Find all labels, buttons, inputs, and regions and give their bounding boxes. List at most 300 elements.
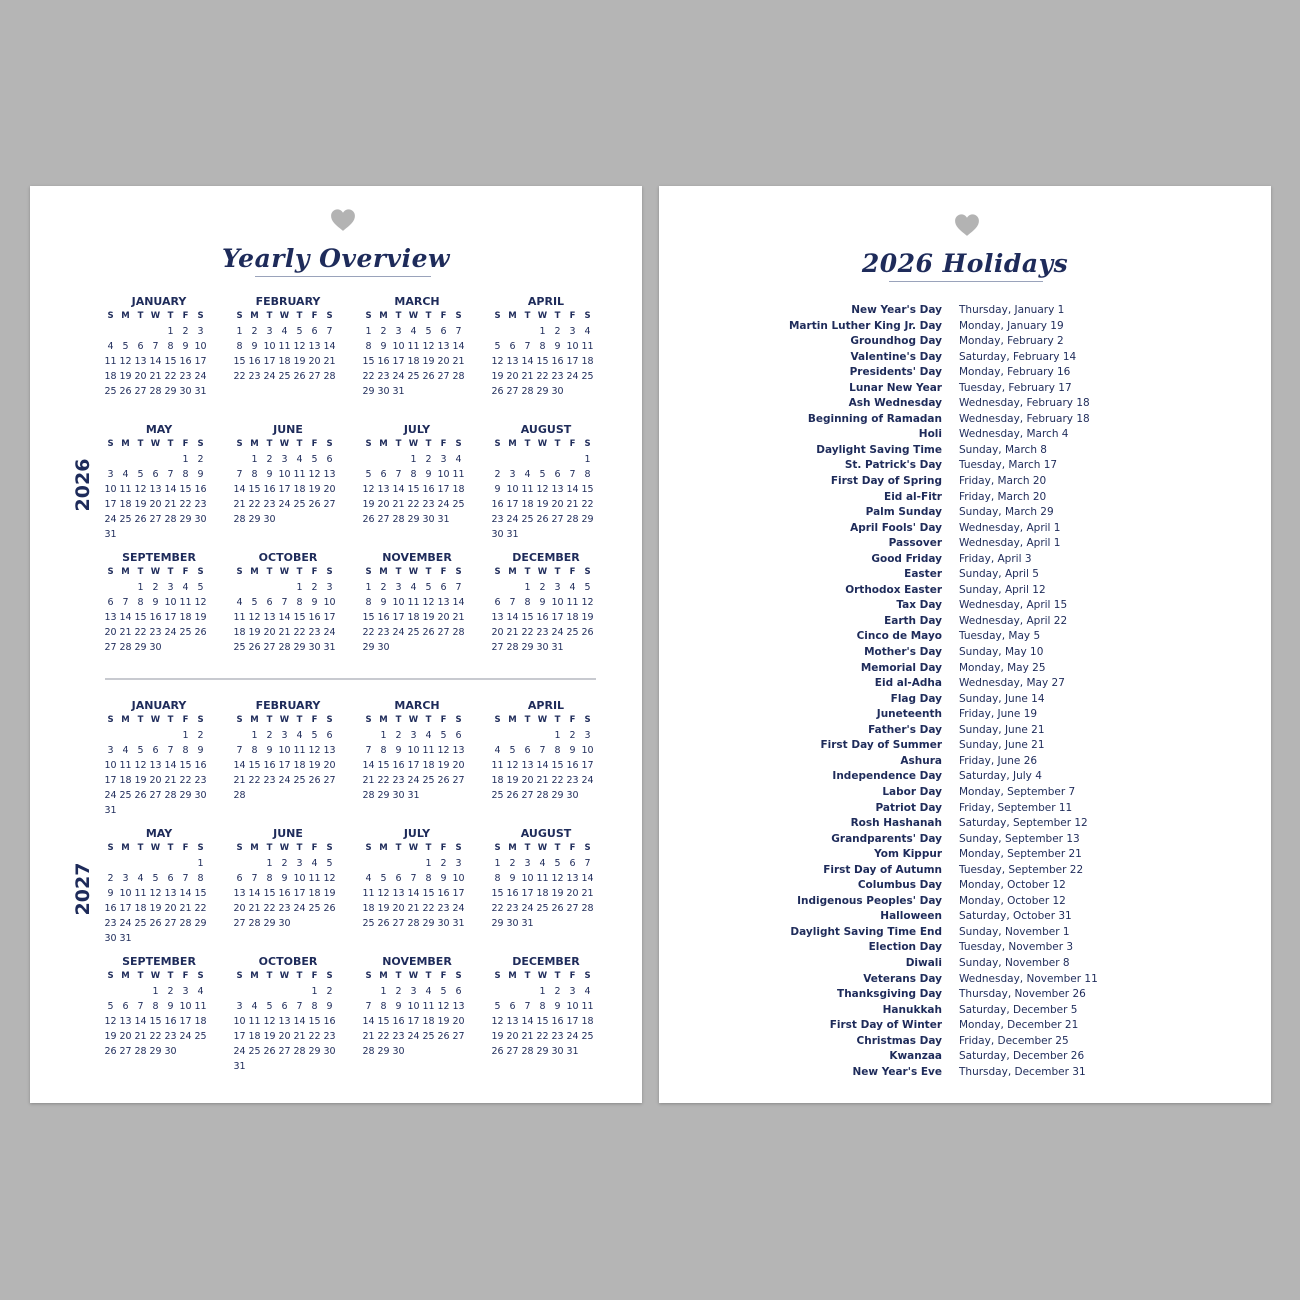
day-cell: 25 [536,903,549,914]
day-cell: 8 [266,873,273,884]
day-cell: 13 [119,1016,132,1027]
week-row [361,871,473,886]
day-cell: 13 [566,873,579,884]
day-cell [148,803,163,818]
day-cell: 12 [437,1001,450,1012]
day-cell: 12 [194,597,207,608]
day-cell: 15 [149,1016,162,1027]
day-cell: 19 [536,499,549,510]
holiday-name: Easter [904,568,942,581]
day-cell: 4 [281,326,288,337]
holiday-name: First Day of Winter [829,1019,942,1032]
weekday-label: S [236,715,243,725]
day-cell: 18 [293,760,306,771]
day-cell: 16 [506,888,519,899]
day-cell: 19 [437,1016,450,1027]
day-cell: 13 [392,888,405,899]
weekday-label: M [250,567,259,577]
day-cell: 9 [167,1001,174,1012]
week-row [490,758,602,773]
day-cell [262,1059,277,1074]
week-row [103,497,215,512]
day-cell: 23 [392,775,405,786]
day-cell: 22 [491,903,504,914]
day-cell: 7 [137,1001,144,1012]
day-cell: 13 [149,484,162,495]
day-cell: 27 [551,514,564,525]
day-cell: 9 [395,1001,402,1012]
day-cell: 6 [266,597,273,608]
day-cell [451,1044,466,1059]
day-cell: 21 [119,627,132,638]
day-cell: 18 [293,484,306,495]
day-cell: 17 [392,612,405,623]
day-cell: 12 [536,484,549,495]
day-cell: 27 [164,918,177,929]
day-cell: 17 [233,1031,246,1042]
weekday-label: T [554,567,561,577]
day-cell: 12 [104,1016,117,1027]
day-cell: 14 [233,760,246,771]
day-cell: 2 [425,454,432,465]
holiday-date: Sunday, April 5 [959,568,1039,581]
day-cell: 14 [248,888,261,899]
day-cell: 7 [365,745,372,756]
day-cell: 7 [281,597,288,608]
weekday-label: W [537,311,548,321]
day-cell: 7 [236,469,243,480]
day-cell: 3 [281,730,288,741]
day-cell: 2 [539,582,546,593]
week-row [490,1044,602,1059]
day-cell: 18 [362,903,375,914]
day-cell [451,512,466,527]
day-cell: 28 [149,386,162,397]
holiday-row [659,801,1271,817]
day-cell: 19 [491,1031,504,1042]
day-cell: 20 [377,499,390,510]
day-cell: 20 [566,888,579,899]
month-name: JUNE [273,423,303,436]
weekday-label: T [266,311,273,321]
day-cell: 4 [182,582,189,593]
day-cell: 5 [380,873,387,884]
day-cell: 3 [440,454,447,465]
holiday-row [659,521,1271,537]
day-cell [490,580,505,595]
weekday-header [490,841,602,856]
day-cell: 20 [437,356,450,367]
day-cell: 16 [263,484,276,495]
weekday-label: T [524,311,531,321]
day-cell: 23 [536,627,549,638]
day-cell: 24 [104,514,117,525]
day-cell: 14 [233,484,246,495]
day-cell: 13 [323,745,336,756]
day-cell: 24 [452,903,465,914]
day-cell: 23 [263,499,276,510]
day-cell: 6 [554,469,561,480]
week-row [103,931,215,946]
week-row [361,856,473,871]
holiday-date: Tuesday, September 22 [959,863,1084,876]
day-cell: 19 [134,499,147,510]
day-cell: 7 [167,745,174,756]
weekday-header [103,437,215,452]
day-cell: 19 [104,1031,117,1042]
day-cell: 21 [362,775,375,786]
weekday-label: S [584,311,591,321]
day-cell: 5 [266,1001,273,1012]
holiday-date: Sunday, June 21 [959,739,1045,752]
weekday-header [490,437,602,452]
day-cell [133,527,148,542]
weekday-label: S [107,311,114,321]
weekday-label: F [569,843,576,853]
day-cell: 1 [539,986,546,997]
week-row [103,1014,215,1029]
day-cell: 28 [362,790,375,801]
day-cell [178,803,193,818]
day-cell: 15 [308,1016,321,1027]
holiday-name: Holi [918,428,942,441]
day-cell: 30 [536,642,549,653]
month-name: AUGUST [520,423,572,436]
day-cell: 8 [584,469,591,480]
day-cell: 2 [167,986,174,997]
week-row [361,354,473,369]
month-december-2026 [490,550,602,655]
day-cell: 11 [104,356,117,367]
day-cell: 18 [248,1031,261,1042]
day-cell: 25 [104,386,117,397]
day-cell: 18 [119,499,132,510]
day-cell: 11 [491,760,504,771]
weekday-header [490,969,602,984]
holiday-date: Wednesday, May 27 [959,677,1065,690]
day-cell: 5 [107,1001,114,1012]
week-row [490,482,602,497]
day-cell: 30 [377,386,390,397]
day-cell: 28 [119,642,132,653]
month-name: JANUARY [131,699,187,712]
day-cell: 25 [119,514,132,525]
week-row [490,369,602,384]
day-cell: 9 [107,888,114,899]
day-cell: 7 [395,469,402,480]
holiday-date: Thursday, January 1 [959,304,1065,316]
weekday-label: M [379,843,388,853]
day-cell: 21 [248,903,261,914]
day-cell: 14 [452,341,465,352]
weekday-label: W [537,715,548,725]
day-cell: 13 [233,888,246,899]
weekday-label: S [236,843,243,853]
holiday-name: Yom Kippur [874,848,942,861]
day-cell: 23 [263,775,276,786]
week-row [232,758,344,773]
day-cell: 26 [437,1031,450,1042]
day-cell: 18 [407,356,420,367]
day-cell: 25 [521,514,534,525]
day-cell: 8 [539,1001,546,1012]
day-cell: 27 [263,642,276,653]
day-cell: 27 [506,1046,519,1057]
day-cell: 23 [194,499,207,510]
day-cell: 4 [122,745,129,756]
day-cell: 21 [521,1031,534,1042]
day-cell: 4 [311,858,318,869]
day-cell: 10 [437,469,450,480]
day-cell: 5 [251,597,258,608]
weekday-label: M [121,843,130,853]
day-cell: 21 [566,499,579,510]
weekday-header [361,565,473,580]
day-cell: 11 [422,1001,435,1012]
holiday-date: Saturday, December 5 [959,1003,1078,1016]
day-cell [322,512,337,527]
day-cell: 19 [263,1031,276,1042]
day-cell: 3 [266,326,273,337]
holiday-name: Patriot Day [875,801,942,814]
day-cell: 14 [521,1016,534,1027]
month-june-2027 [232,826,344,931]
week-row [103,743,215,758]
month-march-2026 [361,294,473,399]
day-cell: 11 [134,888,147,899]
day-cell: 19 [308,484,321,495]
day-cell: 26 [134,790,147,801]
day-cell: 5 [539,469,546,480]
day-cell: 16 [164,1016,177,1027]
weekday-label: T [167,311,174,321]
holiday-name: First Day of Spring [830,475,942,488]
day-cell: 15 [422,888,435,899]
day-cell: 12 [437,745,450,756]
day-cell: 15 [134,612,147,623]
holiday-row [659,427,1271,443]
day-cell: 9 [494,484,501,495]
day-cell: 21 [452,356,465,367]
day-cell: 5 [440,986,447,997]
month-april-2026 [490,294,602,399]
day-cell: 12 [134,484,147,495]
weekday-label: W [279,311,290,321]
day-cell [163,640,178,655]
day-cell: 19 [551,888,564,899]
day-cell: 10 [407,1001,420,1012]
weekday-label: F [311,311,318,321]
day-cell: 22 [362,627,375,638]
day-cell: 13 [452,745,465,756]
day-cell: 17 [194,356,207,367]
day-cell: 5 [494,341,501,352]
day-cell: 22 [362,371,375,382]
weekday-label: T [524,971,531,981]
day-cell: 1 [311,986,318,997]
day-cell: 24 [521,903,534,914]
week-row [490,743,602,758]
weekday-header [232,969,344,984]
day-cell: 11 [407,597,420,608]
day-cell: 10 [581,745,594,756]
day-cell [163,803,178,818]
day-cell: 13 [104,612,117,623]
weekday-label: T [395,715,402,725]
weekday-label: W [408,311,419,321]
weekday-label: T [425,715,432,725]
day-cell [118,527,133,542]
day-cell: 10 [194,341,207,352]
day-cell: 23 [194,775,207,786]
month-name: APRIL [527,699,565,712]
week-row [232,1029,344,1044]
day-cell: 15 [377,760,390,771]
day-cell [178,640,193,655]
day-cell [277,512,292,527]
day-cell [163,931,178,946]
day-cell: 10 [104,760,117,771]
day-cell: 18 [134,903,147,914]
day-cell: 21 [233,499,246,510]
day-cell: 22 [248,775,261,786]
day-cell [277,984,292,999]
day-cell [292,1059,307,1074]
weekday-label: S [107,971,114,981]
day-cell: 24 [278,775,291,786]
day-cell: 29 [179,514,192,525]
week-row [232,610,344,625]
weekday-label: T [167,439,174,449]
day-cell: 16 [263,760,276,771]
day-cell: 22 [308,1031,321,1042]
weekday-label: S [107,439,114,449]
title-underline [255,276,431,277]
day-cell: 4 [539,858,546,869]
day-cell: 13 [437,597,450,608]
weekday-header [103,713,215,728]
day-cell: 30 [164,1046,177,1057]
day-cell: 27 [566,903,579,914]
day-cell: 25 [134,918,147,929]
weekday-label: T [554,715,561,725]
day-cell: 30 [437,918,450,929]
day-cell: 31 [119,933,132,944]
day-cell: 2 [266,730,273,741]
day-cell: 7 [365,1001,372,1012]
holiday-name: Memorial Day [860,661,942,674]
day-cell: 7 [584,858,591,869]
day-cell: 6 [167,873,174,884]
day-cell [406,384,421,399]
weekday-label: T [266,971,273,981]
weekday-label: T [296,311,303,321]
week-row [103,758,215,773]
day-cell [421,1044,436,1059]
day-cell: 14 [566,484,579,495]
weekday-label: W [279,567,290,577]
day-cell [361,728,376,743]
holidays-page [659,186,1271,1103]
weekday-label: T [524,843,531,853]
day-cell: 30 [506,918,519,929]
week-row [490,1014,602,1029]
day-cell: 3 [296,858,303,869]
day-cell: 23 [248,371,261,382]
day-cell: 23 [323,1031,336,1042]
day-cell: 2 [440,858,447,869]
day-cell [421,640,436,655]
week-row [103,482,215,497]
day-cell: 2 [569,730,576,741]
day-cell: 11 [308,873,321,884]
month-name: MAY [145,423,173,436]
day-cell: 26 [134,514,147,525]
weekday-label: S [494,567,501,577]
day-cell: 24 [104,790,117,801]
day-cell: 25 [293,499,306,510]
holiday-date: Sunday, March 8 [959,443,1047,456]
day-cell: 7 [296,1001,303,1012]
day-cell: 21 [323,356,336,367]
day-cell: 11 [293,469,306,480]
day-cell: 21 [149,371,162,382]
holiday-name: Mother's Day [864,646,942,659]
day-cell: 1 [251,454,258,465]
day-cell [565,916,580,931]
weekday-label: F [440,567,447,577]
day-cell [391,856,406,871]
day-cell: 20 [491,627,504,638]
day-cell: 4 [524,469,531,480]
day-cell: 22 [422,903,435,914]
holiday-date: Sunday, April 12 [959,583,1046,596]
holiday-date: Saturday, October 31 [959,910,1072,923]
weekday-label: M [379,439,388,449]
weekday-label: M [250,439,259,449]
holiday-date: Sunday, June 21 [959,723,1045,736]
day-cell: 19 [149,903,162,914]
month-june-2026 [232,422,344,527]
day-cell [148,728,163,743]
day-cell: 1 [137,582,144,593]
day-cell: 27 [308,371,321,382]
month-february-2026 [232,294,344,384]
holiday-row [659,583,1271,599]
week-row [361,728,473,743]
day-cell [361,984,376,999]
month-may-2026 [103,422,215,542]
day-cell: 8 [251,745,258,756]
holiday-row [659,614,1271,630]
holiday-date: Friday, April 3 [959,552,1032,565]
weekday-header [361,841,473,856]
day-cell: 24 [566,371,579,382]
day-cell: 24 [437,499,450,510]
weekday-label: S [365,439,372,449]
day-cell: 15 [491,888,504,899]
weekday-label: S [455,567,462,577]
day-cell: 10 [263,341,276,352]
holiday-date: Wednesday, April 15 [959,599,1068,612]
day-cell [118,803,133,818]
day-cell: 30 [422,514,435,525]
month-name: APRIL [527,295,565,308]
day-cell: 13 [377,484,390,495]
weekday-label: M [250,311,259,321]
day-cell: 26 [491,1046,504,1057]
day-cell: 6 [311,326,318,337]
